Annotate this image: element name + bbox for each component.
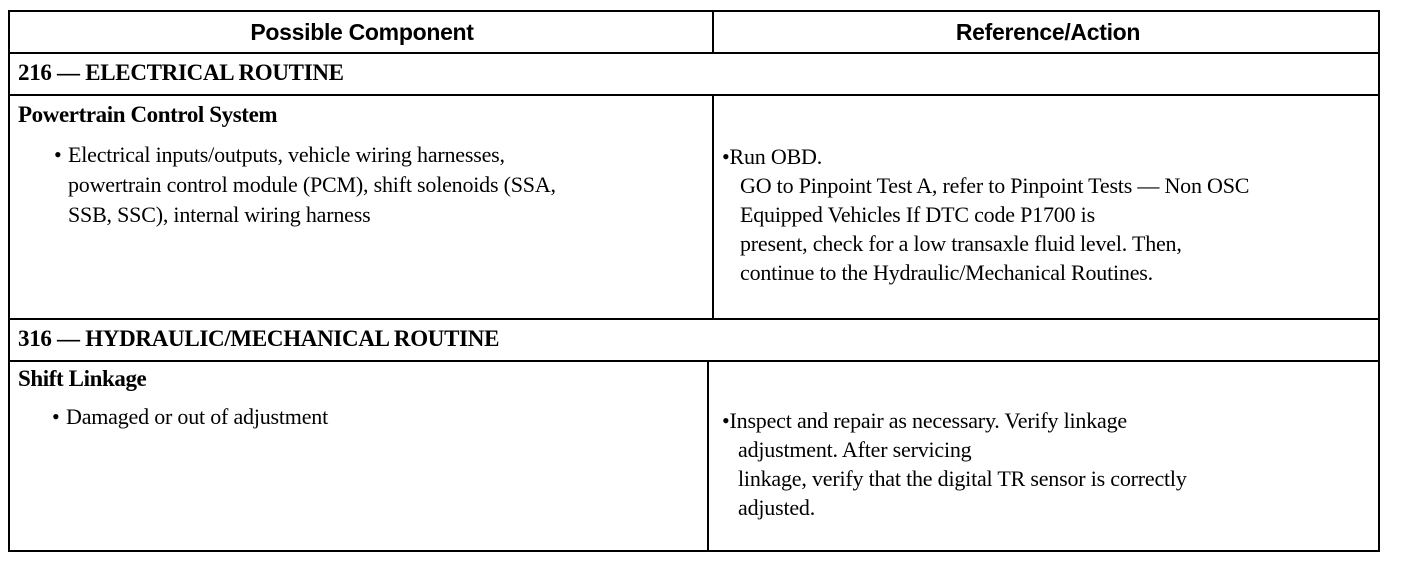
reference-action-line: adjustment. After servicing	[738, 437, 972, 462]
column-divider	[712, 96, 714, 318]
component-title: Shift Linkage	[18, 366, 147, 391]
reference-action-line: present, check for a low transaxle fluid level. Then,	[740, 231, 1182, 256]
header-reference-action: Reference/Action	[955, 19, 1141, 45]
section-heading-hydraulic-mechanical	[10, 320, 1378, 362]
reference-action-line: GO to Pinpoint Test A, refer to Pinpoint Tests — Non OSC	[740, 173, 1250, 198]
reference-action	[722, 142, 1249, 287]
bullet: •	[54, 142, 62, 167]
reference-action	[722, 406, 1187, 522]
section-title: 316 — HYDRAULIC/MECHANICAL ROUTINE	[18, 326, 500, 351]
component-detail-line: • Electrical inputs/outputs, vehicle wiring harnesses,	[54, 140, 556, 170]
component-detail	[54, 140, 556, 230]
bullet: •	[722, 408, 730, 433]
component-detail-line: SSB, SSC), internal wiring harness	[68, 202, 371, 227]
bullet: •	[52, 404, 60, 429]
header-possible-component: Possible Component	[250, 19, 474, 45]
table-header	[10, 12, 1378, 54]
component-detail	[52, 402, 328, 432]
troubleshooting-table	[8, 10, 1380, 552]
component-title: Powertrain Control System	[18, 102, 278, 127]
reference-action-line: •Inspect and repair as necessary. Verify linkage	[722, 408, 1127, 433]
section-row-electrical	[10, 96, 1378, 320]
reference-action-line: Equipped Vehicles If DTC code P1700 is	[740, 202, 1095, 227]
section-heading-electrical	[10, 54, 1378, 96]
component-detail-line: powertrain control module (PCM), shift solenoids (SSA,	[68, 172, 556, 197]
reference-action-line: linkage, verify that the digital TR sensor is correctly	[738, 466, 1187, 491]
reference-action-line: adjusted.	[738, 495, 816, 520]
reference-action-line: continue to the Hydraulic/Mechanical Routines.	[740, 260, 1153, 285]
reference-action-line: •Run OBD.	[722, 144, 823, 169]
section-row-hydraulic-mechanical	[10, 362, 1378, 550]
component-detail-line: • Damaged or out of adjustment	[52, 402, 328, 432]
section-title: 216 — ELECTRICAL ROUTINE	[18, 60, 344, 85]
column-divider	[712, 12, 714, 52]
column-divider	[707, 362, 709, 552]
bullet: •	[722, 144, 730, 169]
